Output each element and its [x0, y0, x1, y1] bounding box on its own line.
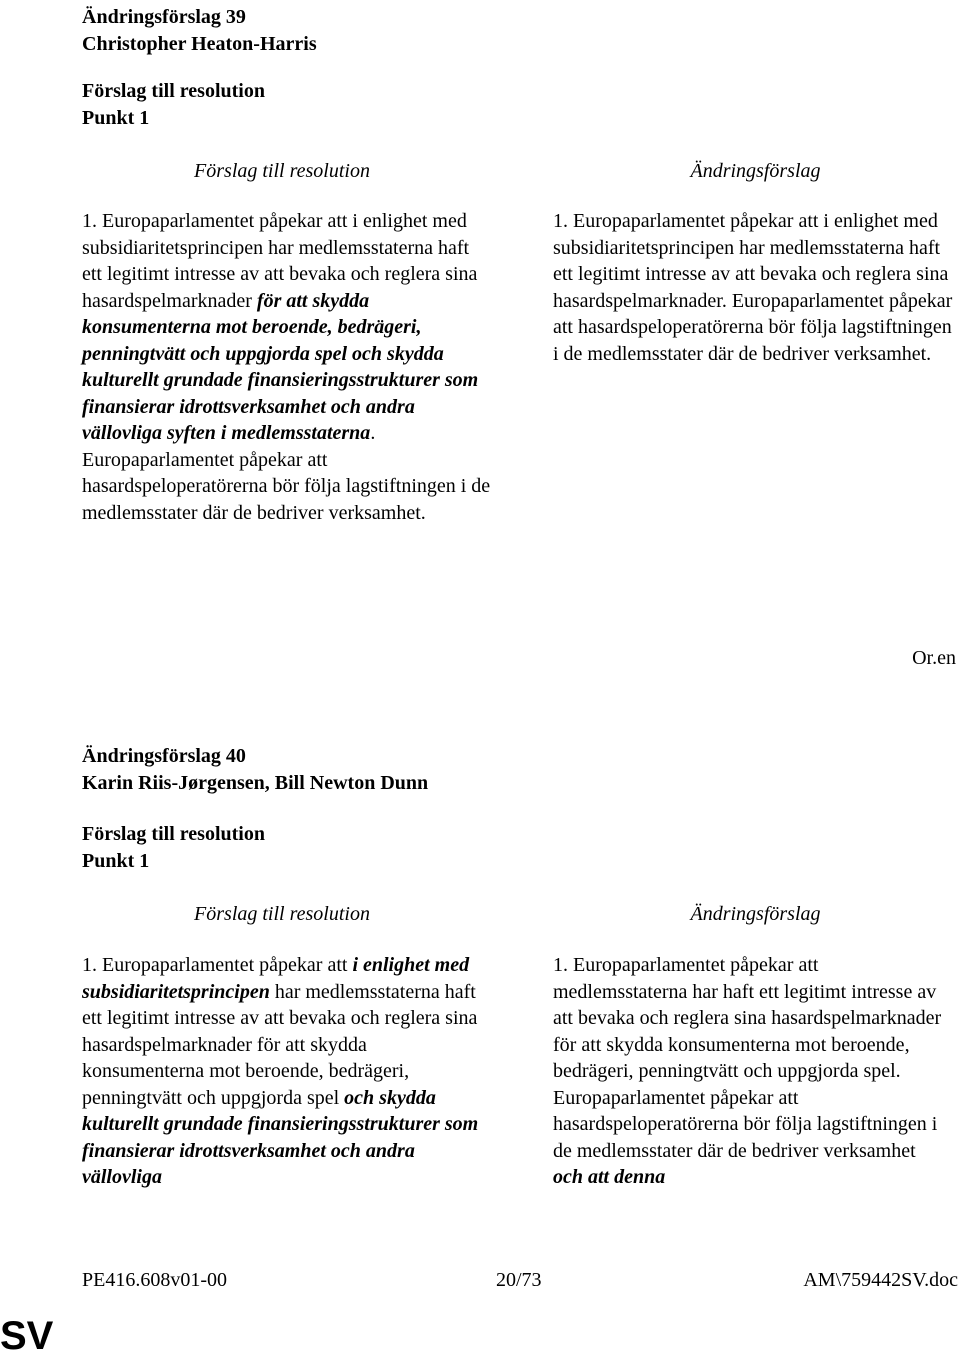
amendment-heading [82, 743, 682, 797]
column-header-amendment: Ändringsförslag [690, 160, 821, 182]
amended-text [553, 952, 945, 1191]
text-segment: 1. Europaparlamentet påpekar att medlemsstaterna har haft ett legitimt intresse av att bevaka och reglera sina hasardspelmarknader för att skydda konsumenterna mot beroende, bedrägeri, penningtvätt och uppgjorda spel. Europaparlamentet påpekar att hasardspeloperatörerna bör följa lagstiftningen i de medlemsstater där de bedriver verksamhet [553, 954, 942, 1162]
text-segment: har medlemsstaterna haft ett legitimt intresse av att bevaka och reglera sina hasardspelmarknader för att skydda konsumenterna mot beroende, bedrägeri, penningtvätt och uppgjorda spel [82, 980, 478, 1109]
text-segment: . Europaparlamentet påpekar att hasardspeloperatörerna bör följa lagstiftningen i de medlemsstater där de bedriver verksamhet. [82, 422, 491, 524]
original-language: Or.en [912, 647, 956, 669]
column-header-original: Förslag till resolution [194, 160, 370, 182]
amendment-target [82, 78, 682, 132]
text-segment-emphasized: i enlighet med subsidiaritetsprincipen [82, 954, 470, 1003]
footer-page-number: 20/73 [496, 1269, 542, 1291]
column-header-original: Förslag till resolution [194, 903, 370, 925]
amended-text [553, 208, 958, 367]
column-header-amendment: Ändringsförslag [690, 903, 821, 925]
amendment-title: Ändringsförslag 40 [82, 745, 246, 767]
original-text [82, 208, 492, 526]
text-segment-emphasized: för att skydda konsumenterna mot beroende, bedrägeri, penningtvätt och uppgjorda spel och skydda kulturellt grundade finansieringsstrukturer som finansierar idrottsverksamhet och andra vällovliga syften i medlemsstaterna [82, 289, 479, 444]
footer-reference: PE416.608v01-00 [82, 1269, 227, 1291]
footer-document-name: AM\759442SV.doc [803, 1269, 958, 1291]
amendment-authors: Karin Riis-Jørgensen, Bill Newton Dunn [82, 772, 429, 794]
proposal-label: Förslag till resolution [82, 823, 265, 845]
language-code: SV [0, 1314, 54, 1358]
amendment-authors: Christopher Heaton-Harris [82, 33, 317, 55]
text-segment-emphasized: och skydda kulturellt grundade finansieringsstrukturer som finansierar idrottsverksamhet och andra vällovliga [82, 1086, 479, 1188]
point-label: Punkt 1 [82, 850, 150, 872]
point-label: Punkt 1 [82, 107, 150, 129]
original-text [82, 952, 482, 1191]
text-segment: 1. Europaparlamentet påpekar att [82, 954, 353, 976]
amendment-heading [82, 4, 682, 58]
amendment-target [82, 821, 682, 875]
proposal-label: Förslag till resolution [82, 80, 265, 102]
text-segment-emphasized: och att denna [553, 1166, 666, 1188]
text-segment: 1. Europaparlamentet påpekar att i enlighet med subsidiaritetsprincipen har medlemsstaterna haft ett legitimt intresse av att bevaka och reglera sina hasardspelmarknader [82, 210, 478, 312]
amendment-title: Ändringsförslag 39 [82, 6, 246, 28]
text-segment: 1. Europaparlamentet påpekar att i enlighet med subsidiaritetsprincipen har medlemsstaterna haft ett legitimt intresse av att bevaka och reglera sina hasardspelmarknader. Europaparlamentet påpekar att hasardspeloperatörerna bör följa lagstiftningen i de medlemsstater där de bedriver verksamhet. [553, 210, 953, 365]
